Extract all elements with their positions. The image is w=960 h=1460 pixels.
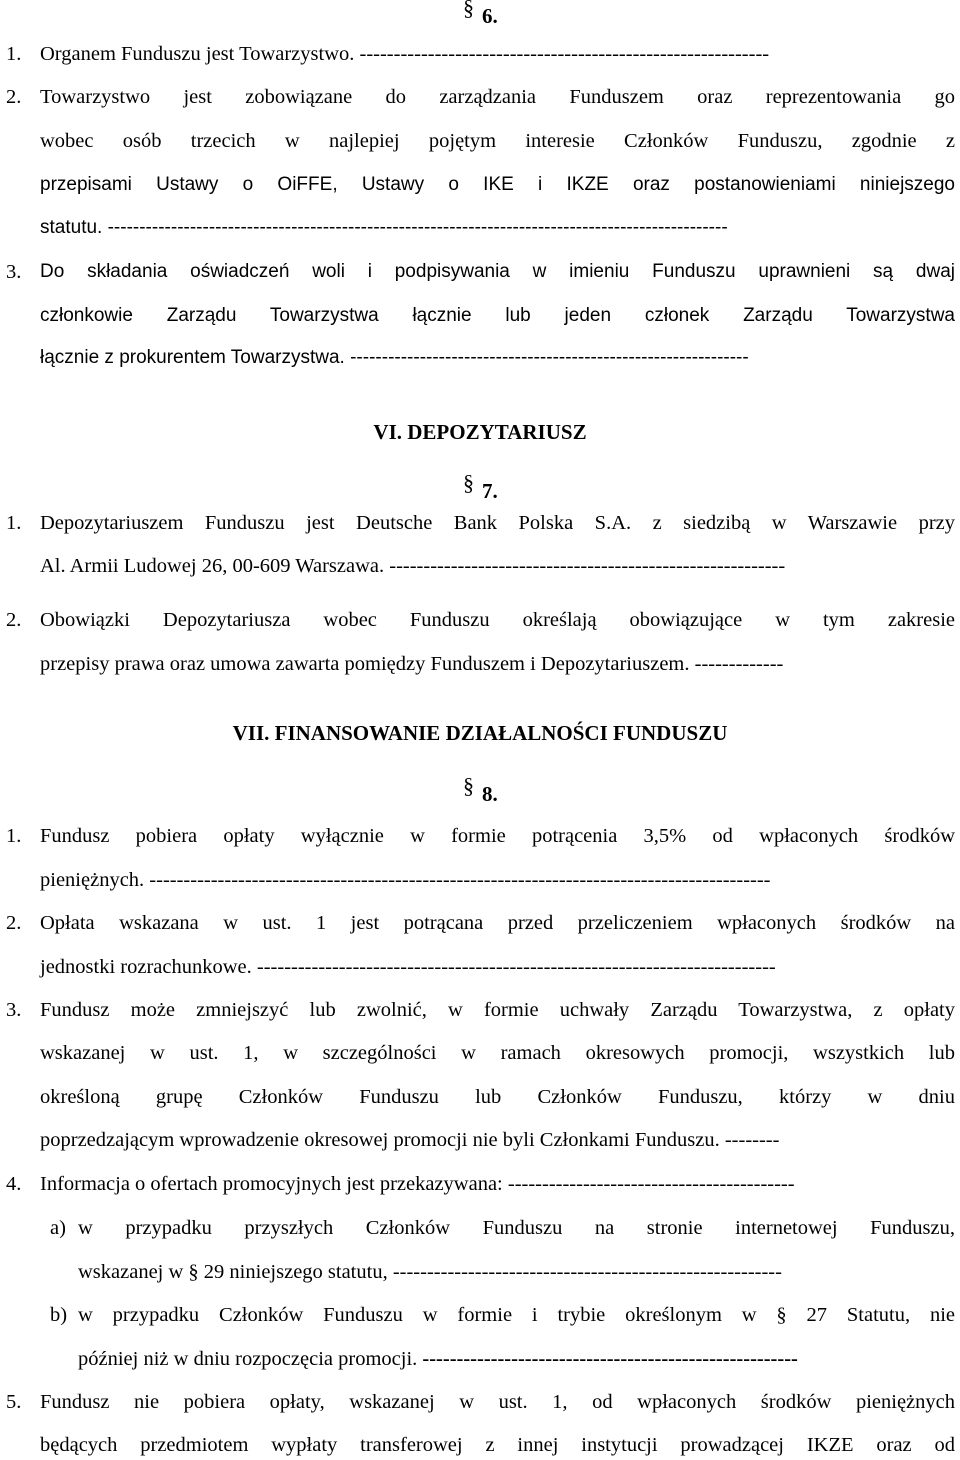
p6-item-2-number: 2. (6, 86, 22, 108)
p8-item-2-line-2: jednostki rozrachunkowe. ---------------------------------------------------------------------------- (40, 956, 776, 978)
p7-item-2-number: 2. (6, 609, 22, 631)
p6-item-2-line-4: statutu. -------------------------------------------------------------------------------------------------- (40, 217, 728, 238)
p6-item-3-line-3: łącznie z prokurentem Towarzystwa. --------------------------------------------------------------- (40, 347, 749, 368)
section-sign-icon: § (463, 470, 474, 495)
p8-item-5-number: 5. (6, 1391, 22, 1413)
p7-item-1-line-1: Depozytariuszem Funduszu jest Deutsche Bank Polska S.A. z siedzibą w Warszawie przy (40, 512, 955, 534)
p8-item-3-line-4: poprzedzającym wprowadzenie okresowej promocji nie byli Członkami Funduszu. -------- (40, 1129, 780, 1151)
p6-item-3-number: 3. (6, 261, 22, 283)
p8-item-3-line-3: określoną grupę Członków Funduszu lub Członków Funduszu, którzy w dniu (40, 1086, 955, 1108)
p7-item-1-line-2: Al. Armii Ludowej 26, 00-609 Warszawa. ---------------------------------------------------------- (40, 555, 786, 577)
p8-item-4a-label: a) (50, 1217, 66, 1239)
p7-item-2-line-1: Obowiązki Depozytariusza wobec Funduszu określają obowiązujące w tym zakresie (40, 609, 955, 631)
p6-item-2-line-1: Towarzystwo jest zobowiązane do zarządzania Funduszem oraz reprezentowania go (40, 86, 955, 108)
paragraph-7-mark: § 7. (463, 470, 498, 503)
p6-item-2-line-3: przepisami Ustawy o OiFFE, Ustawy o IKE i IKZE oraz postanowieniami niniejszego (40, 174, 955, 195)
p8-item-4-line-1: Informacja o ofertach promocyjnych jest przekazywana: ------------------------------------------ (40, 1173, 795, 1195)
paragraph-6-mark: § 6. (463, 2, 498, 30)
p8-item-5-line-1: Fundusz nie pobiera opłaty, wskazanej w ust. 1, od wpłaconych środków pieniężnych (40, 1391, 955, 1413)
p8-item-2-line-1: Opłata wskazana w ust. 1 jest potrącana przed przeliczeniem wpłaconych środków na (40, 912, 955, 934)
p7-item-2-line-2: przepisy prawa oraz umowa zawarta pomiędzy Funduszem i Depozytariuszem. ------------- (40, 653, 784, 675)
p8-item-4b-line-2 (78, 1346, 798, 1372)
section-sign-icon: § (463, 773, 474, 798)
section-sign-icon: § (463, 0, 474, 20)
p8-item-2-number: 2. (6, 912, 22, 934)
p8-item-3-line-1: Fundusz może zmniejszyć lub zwolnić, w formie uchwały Zarządu Towarzystwa, z opłaty (40, 999, 955, 1021)
p7-item-1-number: 1. (6, 512, 22, 534)
p8-item-4a-line-1: w przypadku przyszłych Członków Funduszu na stronie internetowej Funduszu, (78, 1217, 955, 1239)
p6-item-2-line-2: wobec osób trzecich w najlepiej pojętym interesie Członków Funduszu, zgodnie z (40, 130, 955, 152)
p8-item-4b-line-1: w przypadku Członków Funduszu w formie i trybie określonym w § 27 Statutu, nie (78, 1304, 955, 1326)
p8-item-4-number: 4. (6, 1173, 22, 1195)
p6-item-1-number: 1. (6, 43, 22, 65)
paragraph-8-mark: § 8. (463, 773, 498, 806)
p8-item-4a-line-2: wskazanej w § 29 niniejszego statutu, --------------------------------------------------------- (78, 1261, 782, 1283)
p6-item-3-line-1: Do składania oświadczeń woli i podpisywania w imieniu Funduszu uprawnieni są dwaj (40, 261, 955, 282)
p8-item-1-line-1: Fundusz pobiera opłaty wyłącznie w formie potrącenia 3,5% od wpłaconych środków (40, 825, 955, 847)
section-vi-heading: VI. DEPOZYTARIUSZ (373, 420, 587, 444)
p8-item-1-number: 1. (6, 825, 22, 847)
p8-item-4b-line-2-text: później niż w dniu rozpoczęcia promocji. (78, 1348, 418, 1370)
p8-item-5-line-2: będących przedmiotem wypłaty transferowej z innej instytucji prowadzącej IKZE oraz od (40, 1434, 955, 1456)
p8-item-3-line-2: wskazanej w ust. 1, w szczególności w ramach okresowych promocji, wszystkich lub (40, 1042, 955, 1064)
p8-item-4b-line-2-dashes: ------------------------------------------------------- (417, 1348, 798, 1370)
p8-item-3-number: 3. (6, 999, 22, 1021)
p8-item-4b-label: b) (50, 1304, 68, 1326)
p6-item-3-line-2: członkowie Zarządu Towarzystwa łącznie lub jeden członek Zarządu Towarzystwa (40, 305, 955, 326)
p6-item-1-text: Organem Funduszu jest Towarzystwo. ------------------------------------------------------------ (40, 43, 770, 65)
p8-item-1-line-2: pieniężnych. ------------------------------------------------------------------------------------------- (40, 869, 771, 891)
section-vii-heading: VII. FINANSOWANIE DZIAŁALNOŚCI FUNDUSZU (232, 721, 728, 745)
